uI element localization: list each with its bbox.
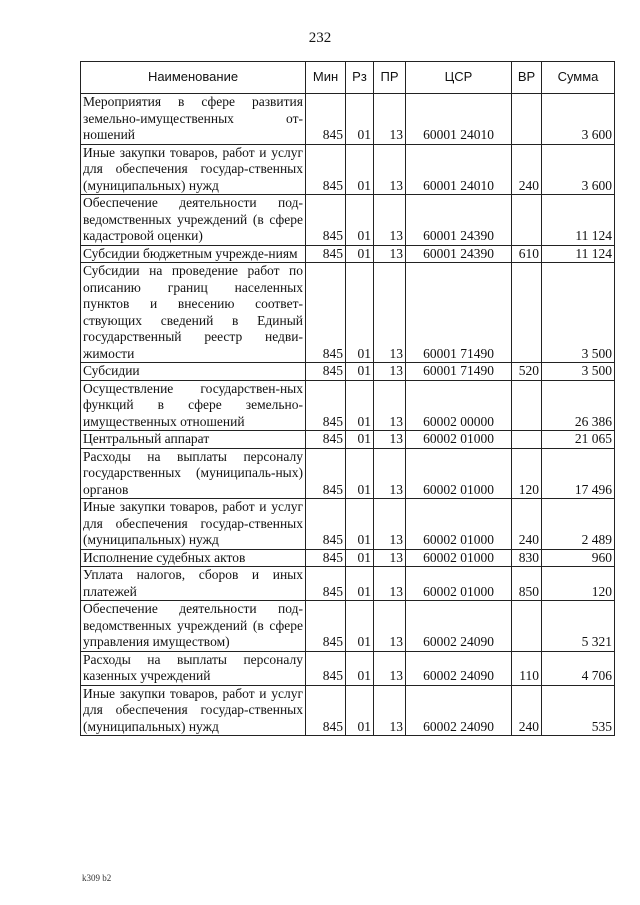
cell-rz: 01 xyxy=(346,601,374,652)
cell-min: 845 xyxy=(306,499,346,550)
cell-vr: 610 xyxy=(512,245,542,263)
cell-name: Расходы на выплаты персоналу государственных (муниципаль-ных) органов xyxy=(81,448,306,499)
header-pr: ПР xyxy=(374,62,406,94)
cell-name: Субсидии бюджетным учрежде-ниям xyxy=(81,245,306,263)
cell-name: Исполнение судебных актов xyxy=(81,549,306,567)
cell-pr: 13 xyxy=(374,94,406,145)
cell-csr: 60002 00000 xyxy=(406,380,512,431)
cell-sum: 3 500 xyxy=(542,363,615,381)
cell-rz: 01 xyxy=(346,380,374,431)
cell-min: 845 xyxy=(306,195,346,246)
cell-pr: 13 xyxy=(374,549,406,567)
header-vr: ВР xyxy=(512,62,542,94)
cell-pr: 13 xyxy=(374,431,406,449)
cell-name: Обеспечение деятельности под-ведомственных учреждений (в сфере кадастровой оценки) xyxy=(81,195,306,246)
cell-sum: 535 xyxy=(542,685,615,736)
table-row xyxy=(81,195,615,246)
cell-csr: 60001 24010 xyxy=(406,94,512,145)
table-header-row xyxy=(81,62,615,94)
cell-name: Мероприятия в сфере развития земельно-имущественных от-ношений xyxy=(81,94,306,145)
cell-name: Обеспечение деятельности под-ведомственных учреждений (в сфере управления имуществом) xyxy=(81,601,306,652)
cell-rz: 01 xyxy=(346,567,374,601)
cell-sum: 960 xyxy=(542,549,615,567)
budget-table xyxy=(80,61,615,736)
table-body xyxy=(81,94,615,736)
header-min: Мин xyxy=(306,62,346,94)
cell-pr: 13 xyxy=(374,195,406,246)
cell-sum: 3 600 xyxy=(542,94,615,145)
cell-rz: 01 xyxy=(346,245,374,263)
cell-min: 845 xyxy=(306,94,346,145)
cell-vr xyxy=(512,263,542,363)
header-sum: Сумма xyxy=(542,62,615,94)
cell-pr: 13 xyxy=(374,601,406,652)
table-row xyxy=(81,363,615,381)
cell-name: Иные закупки товаров, работ и услуг для обеспечения государ-ственных (муниципальных) нужд xyxy=(81,499,306,550)
cell-vr: 110 xyxy=(512,651,542,685)
cell-min: 845 xyxy=(306,567,346,601)
cell-vr xyxy=(512,601,542,652)
table-row xyxy=(81,94,615,145)
cell-name: Иные закупки товаров, работ и услуг для обеспечения государ-ственных (муниципальных) нужд xyxy=(81,685,306,736)
cell-name: Осуществление государствен-ных функций в сфере земельно-имущественных отношений xyxy=(81,380,306,431)
cell-min: 845 xyxy=(306,549,346,567)
cell-rz: 01 xyxy=(346,363,374,381)
cell-csr: 60002 24090 xyxy=(406,685,512,736)
cell-sum: 5 321 xyxy=(542,601,615,652)
table-row xyxy=(81,263,615,363)
cell-pr: 13 xyxy=(374,263,406,363)
table-row xyxy=(81,499,615,550)
cell-rz: 01 xyxy=(346,499,374,550)
cell-min: 845 xyxy=(306,431,346,449)
cell-name: Субсидии xyxy=(81,363,306,381)
cell-rz: 01 xyxy=(346,651,374,685)
cell-pr: 13 xyxy=(374,363,406,381)
cell-name: Субсидии на проведение работ по описанию границ населенных пунктов и внесению соответ-ствующих сведений в Единый государственный реестр недви-жимости xyxy=(81,263,306,363)
cell-sum: 3 500 xyxy=(542,263,615,363)
cell-min: 845 xyxy=(306,685,346,736)
table-row xyxy=(81,601,615,652)
cell-csr: 60002 01000 xyxy=(406,549,512,567)
cell-rz: 01 xyxy=(346,685,374,736)
table-row xyxy=(81,549,615,567)
cell-min: 845 xyxy=(306,144,346,195)
cell-min: 845 xyxy=(306,448,346,499)
cell-csr: 60001 24390 xyxy=(406,195,512,246)
cell-min: 845 xyxy=(306,601,346,652)
cell-csr: 60002 01000 xyxy=(406,567,512,601)
header-rz: Рз xyxy=(346,62,374,94)
header-name: Наименование xyxy=(81,62,306,94)
cell-vr: 830 xyxy=(512,549,542,567)
cell-sum: 11 124 xyxy=(542,245,615,263)
cell-csr: 60002 24090 xyxy=(406,651,512,685)
cell-name: Иные закупки товаров, работ и услуг для обеспечения государ-ственных (муниципальных) нужд xyxy=(81,144,306,195)
table-row xyxy=(81,651,615,685)
cell-name: Уплата налогов, сборов и иных платежей xyxy=(81,567,306,601)
cell-sum: 4 706 xyxy=(542,651,615,685)
table-row xyxy=(81,431,615,449)
cell-min: 845 xyxy=(306,651,346,685)
cell-rz: 01 xyxy=(346,195,374,246)
cell-min: 845 xyxy=(306,263,346,363)
cell-pr: 13 xyxy=(374,651,406,685)
cell-min: 845 xyxy=(306,380,346,431)
table-row xyxy=(81,685,615,736)
cell-sum: 3 600 xyxy=(542,144,615,195)
table-row xyxy=(81,448,615,499)
table-row xyxy=(81,380,615,431)
cell-min: 845 xyxy=(306,245,346,263)
cell-vr: 120 xyxy=(512,448,542,499)
cell-csr: 60001 71490 xyxy=(406,263,512,363)
cell-sum: 120 xyxy=(542,567,615,601)
cell-pr: 13 xyxy=(374,448,406,499)
cell-csr: 60002 01000 xyxy=(406,448,512,499)
table-row xyxy=(81,144,615,195)
cell-csr: 60001 71490 xyxy=(406,363,512,381)
cell-vr xyxy=(512,195,542,246)
cell-sum: 17 496 xyxy=(542,448,615,499)
cell-rz: 01 xyxy=(346,448,374,499)
cell-rz: 01 xyxy=(346,144,374,195)
page-number: 232 xyxy=(308,30,332,46)
cell-vr: 240 xyxy=(512,144,542,195)
cell-pr: 13 xyxy=(374,567,406,601)
cell-vr: 520 xyxy=(512,363,542,381)
cell-vr: 240 xyxy=(512,499,542,550)
cell-sum: 11 124 xyxy=(542,195,615,246)
cell-sum: 21 065 xyxy=(542,431,615,449)
cell-csr: 60001 24010 xyxy=(406,144,512,195)
cell-csr: 60002 24090 xyxy=(406,601,512,652)
cell-csr: 60002 01000 xyxy=(406,499,512,550)
cell-rz: 01 xyxy=(346,94,374,145)
header-csr: ЦСР xyxy=(406,62,512,94)
cell-rz: 01 xyxy=(346,263,374,363)
cell-vr xyxy=(512,431,542,449)
table-row xyxy=(81,567,615,601)
cell-sum: 26 386 xyxy=(542,380,615,431)
cell-vr xyxy=(512,94,542,145)
footer-code: k309 b2 xyxy=(82,873,112,883)
cell-vr xyxy=(512,380,542,431)
cell-pr: 13 xyxy=(374,380,406,431)
cell-pr: 13 xyxy=(374,245,406,263)
cell-csr: 60002 01000 xyxy=(406,431,512,449)
cell-vr: 240 xyxy=(512,685,542,736)
cell-pr: 13 xyxy=(374,685,406,736)
cell-name: Центральный аппарат xyxy=(81,431,306,449)
cell-pr: 13 xyxy=(374,499,406,550)
table-row xyxy=(81,245,615,263)
cell-min: 845 xyxy=(306,363,346,381)
cell-sum: 2 489 xyxy=(542,499,615,550)
cell-pr: 13 xyxy=(374,144,406,195)
cell-vr: 850 xyxy=(512,567,542,601)
cell-rz: 01 xyxy=(346,431,374,449)
cell-rz: 01 xyxy=(346,549,374,567)
cell-name: Расходы на выплаты персоналу казенных учреждений xyxy=(81,651,306,685)
cell-csr: 60001 24390 xyxy=(406,245,512,263)
